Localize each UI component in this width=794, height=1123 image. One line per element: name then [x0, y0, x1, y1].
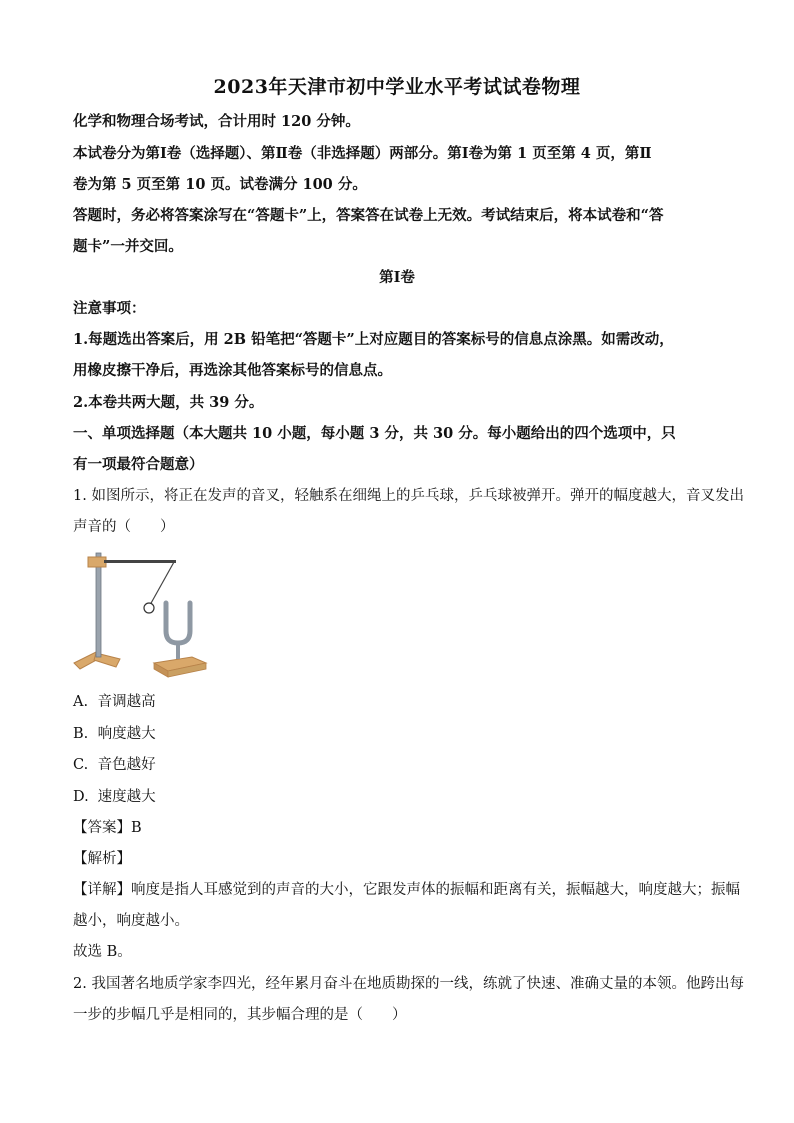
option-letter: C.: [73, 757, 89, 773]
intro-line-5: 题卡”一并交回。: [73, 238, 183, 255]
option-letter: D.: [73, 789, 89, 805]
ping-pong-ball: [144, 603, 154, 613]
q2-stem-1: 2. 我国著名地质学家李四光，经年累月奋斗在地质勘探的一线，练就了快速、准确丈量的本领。他跨出每: [73, 976, 744, 992]
intro-line-3: 卷为第 5 页至第 10 页。试卷满分 100 分。: [73, 176, 367, 193]
q1-option-a: [73, 690, 156, 711]
q1-conclusion: 故选 B。: [73, 944, 132, 960]
q1-analysis-tag: 【解析】: [73, 851, 131, 867]
option-text: 音调越高: [97, 694, 156, 710]
answer-tag: 【答案】: [73, 820, 131, 836]
q1-detail-2: 越小，响度越小。: [73, 913, 189, 929]
intro-line-1: 化学和物理合场考试，合计用时 120 分钟。: [73, 113, 360, 130]
part1-heading-1: 一、单项选择题（本大题共 10 小题，每小题 3 分，共 30 分。每小题给出的四个选项中，只: [73, 425, 676, 442]
part1-heading-2: 有一项最符合题意）: [73, 456, 204, 473]
q1-stem-2: 声音的（ ）: [73, 519, 175, 535]
intro-line-2: 本试卷分为第Ⅰ卷（选择题）、第Ⅱ卷（非选择题）两部分。第Ⅰ卷为第 1 页至第 4 页，第Ⅱ: [73, 145, 652, 162]
q1-answer: [73, 816, 142, 837]
section-heading: 第Ⅰ卷: [379, 269, 415, 286]
option-letter: A.: [73, 694, 89, 710]
stand-clamp: [88, 557, 106, 567]
answer-value: B: [131, 820, 142, 836]
pendulum-string: [150, 562, 174, 605]
intro-line-4: 答题时，务必将答案涂写在“答题卡”上，答案答在试卷上无效。考试结束后，将本试卷和“答: [73, 207, 664, 224]
option-letter: B.: [73, 726, 89, 742]
q2-stem-2: 一步的步幅几乎是相同的，其步幅合理的是（ ）: [73, 1007, 407, 1023]
q1-stem-1: 1. 如图所示，将正在发声的音叉，轻触系在细绳上的乒乓球，乒乓球被弹开。弹开的幅度越大，音叉发出: [73, 488, 744, 504]
stand-rod: [96, 553, 101, 657]
option-text: 音色越好: [97, 757, 156, 773]
tuning-fork-figure: [70, 545, 210, 680]
q1-detail-1: 【详解】响度是指人耳感觉到的声音的大小，它跟发声体的振幅和距离有关，振幅越大，响度越大；振幅: [73, 882, 740, 898]
option-text: 速度越大: [97, 789, 156, 805]
note-line-1: 1.每题选出答案后，用 2B 铅笔把“答题卡”上对应题目的答案标号的信息点涂黑。如需改动，: [73, 331, 674, 348]
tuning-fork: [166, 603, 190, 643]
q1-option-d: [73, 785, 156, 806]
page-title: 2023年天津市初中学业水平考试试卷物理: [213, 76, 581, 98]
fork-stem: [176, 642, 180, 659]
notes-heading: 注意事项：: [73, 300, 146, 317]
q1-option-b: [73, 722, 156, 743]
option-text: 响度越大: [97, 726, 156, 742]
note-line-2: 用橡皮擦干净后，再选涂其他答案标号的信息点。: [73, 362, 392, 379]
stand-arm: [104, 560, 176, 563]
q1-option-c: [73, 753, 156, 774]
note-line-3: 2.本卷共两大题，共 39 分。: [73, 394, 264, 411]
